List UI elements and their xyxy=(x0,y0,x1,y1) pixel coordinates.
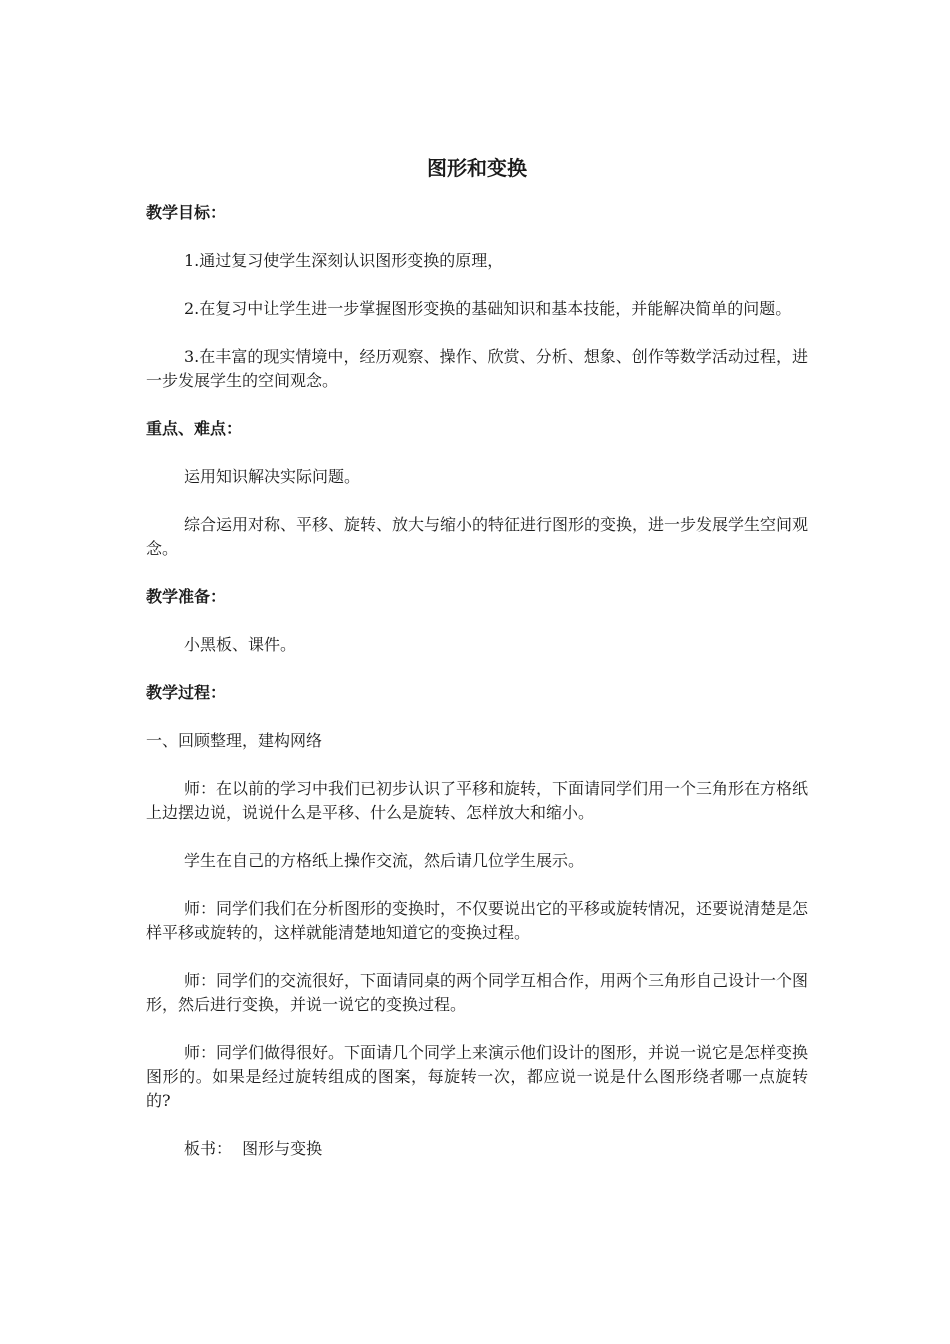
process-paragraph-6: 板书： 图形与变换 xyxy=(184,1139,323,1158)
objective-paragraph-2: 2.在复习中让学生进一步掌握图形变换的基础知识和基本技能，并能解决简单的问题。 xyxy=(184,299,792,318)
key-point-paragraph-2: 综合运用对称、平移、旋转、放大与缩小的特征进行图形的变换，进一步发展学生空间观念。 xyxy=(146,515,809,558)
section-heading-objectives: 教学目标： xyxy=(146,203,227,222)
objective-paragraph-1: 1.通过复习使学生深刻认识图形变换的原理， xyxy=(184,251,504,270)
document-title: 图形和变换 xyxy=(427,156,527,180)
process-subheading: 一、回顾整理，建构网络 xyxy=(146,731,323,750)
process-paragraph-2: 学生在自己的方格纸上操作交流，然后请几位学生展示。 xyxy=(184,851,585,870)
key-point-paragraph-1: 运用知识解决实际问题。 xyxy=(184,467,361,486)
process-paragraph-5: 师：同学们做得很好。下面请几个同学上来演示他们设计的图形，并说一说它是怎样变换图形的。如果是经过旋转组成的图案，每旋转一次，都应说一说是什么图形绕者哪一点旋转的? xyxy=(146,1043,809,1110)
objective-paragraph-3: 3.在丰富的现实情境中，经历观察、操作、欣赏、分析、想象、创作等数学活动过程，进一步发展学生的空间观念。 xyxy=(146,347,808,390)
section-heading-key-points: 重点、难点： xyxy=(146,419,243,438)
process-paragraph-4: 师：同学们的交流很好，下面请同桌的两个同学互相合作，用两个三角形自己设计一个图形，然后进行变换，并说一说它的变换过程。 xyxy=(146,971,809,1014)
section-heading-preparation: 教学准备： xyxy=(146,587,227,606)
document-body xyxy=(146,154,808,1185)
section-heading-process: 教学过程： xyxy=(146,683,227,702)
process-paragraph-1: 师：在以前的学习中我们已初步认识了平移和旋转，下面请同学们用一个三角形在方格纸上边摆边说，说说什么是平移、什么是旋转、怎样放大和缩小。 xyxy=(146,779,809,822)
process-paragraph-3: 师：同学们我们在分析图形的变换时，不仅要说出它的平移或旋转情况，还要说清楚是怎样平移或旋转的，这样就能清楚地知道它的变换过程。 xyxy=(146,899,809,942)
preparation-paragraph: 小黑板、课件。 xyxy=(184,635,297,654)
